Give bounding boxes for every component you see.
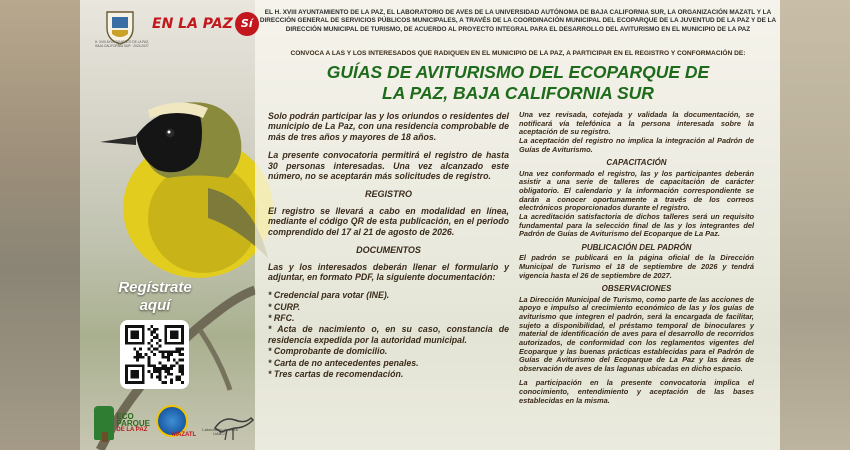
lab-logo-label: Laboratorio de Aves UABCS	[202, 427, 238, 437]
capacity-paragraph: La presente convocatoria permitirá el registro de hasta 30 personas interesadas. Una vez alcanzado este número, no se aceptarán más solicitudes de registro.	[268, 150, 509, 181]
right-column	[519, 111, 754, 405]
acceptance-paragraph: La aceptación del registro no implica la integración al Padrón de Guías de Aviturismo.	[519, 135, 754, 154]
capacitacion-paragraph-1: Una vez conformado el registro, las y los participantes deberán asistir a una serie de talleres de capacitación de carácter obligatorio. El calendario y la información correspondiente se darán a conocer oportunamente a través de los correos electrónicos proporcionados durante el registro.	[519, 168, 754, 213]
ecoparque-logo-line-3: DE LA PAZ	[116, 426, 148, 433]
documentos-paragraph: Las y los interesados deberán llenar el formulario y adjuntar, en formato PDF, la siguiente documentación:	[268, 261, 509, 282]
title-line-1: GUÍAS DE AVITURISMO DEL ECOPARQUE DE	[326, 62, 710, 82]
eligibility-paragraph: Solo podrán participar las y los oriundos o residentes del municipio de La Paz, con una residencia comprobable de más de tres años y mayores de 18 años.	[268, 111, 509, 142]
validation-paragraph: Una vez revisada, cotejada y validada la documentación, se notificará vía telefónica a la persona interesada sobre la aceptación de su registro.	[519, 110, 754, 137]
observaciones-heading: OBSERVACIONES	[601, 284, 672, 294]
left-edge-background	[0, 0, 80, 450]
list-item: * Tres cartas de recomendación.	[268, 368, 404, 379]
qr-code-graphic	[125, 325, 184, 384]
list-item: * Comprobante de domicilio.	[268, 346, 388, 357]
padron-paragraph: El padrón se publicará en la página oficial de la Dirección Municipal de Turismo el 18 de septiembre de 2026 y tendrá vigencia hasta el 26 de septiembre de 2027.	[519, 253, 754, 280]
mazatl-logo-label: MAZATL	[172, 432, 197, 438]
registro-heading: REGISTRO	[364, 189, 412, 200]
list-item: * Acta de nacimiento o, en su caso, constancia de residencia expedida por la autoridad municipal.	[268, 324, 509, 345]
brand-logo	[152, 12, 259, 36]
ecoparque-logo	[94, 404, 150, 442]
capacitacion-heading: CAPACITACIÓN	[606, 158, 667, 168]
closing-paragraph: La participación en la presente convocatoria implica el conocimiento, entendimiento y aceptación de las bases establecidas en la misma.	[519, 378, 754, 405]
register-line-1: Regístrate	[118, 279, 192, 296]
convocation-text: CONVOCA A LAS Y LOS INTERESADOS QUE RADIQUEN EN EL MUNICIPIO DE LA PAZ, A PARTICIPAR EN EL REGISTRO Y CONFORMACIÓN DE:	[290, 50, 746, 57]
register-callout	[95, 279, 215, 315]
left-column	[268, 111, 509, 380]
documentos-heading: DOCUMENTOS	[356, 244, 421, 255]
documents-list	[268, 290, 509, 379]
title-line-2: LA PAZ, BAJA CALIFORNIA SUR	[382, 82, 654, 103]
right-edge-background	[780, 0, 850, 450]
registro-paragraph: El registro se llevará a cabo en modalidad en línea, mediante el código QR de esta publicación, en el periodo comprendido del 17 al 21 de agosto de 2026.	[268, 205, 509, 237]
capacitacion-paragraph-2: La acreditación satisfactoria de dichos talleres será un requisito fundamental para la selección final de las y los integrantes del Padrón de Guías de Aviturismo del Ecoparque de La Paz.	[519, 211, 754, 239]
heron-logo-icon	[205, 408, 257, 442]
brand-logo-mark: Sí	[235, 12, 259, 36]
list-item: * Carta de no antecedentes penales.	[268, 357, 419, 368]
qr-code-icon[interactable]	[120, 320, 189, 389]
brand-logo-text: EN LA PAZ	[152, 16, 233, 32]
tree-icon	[94, 406, 114, 440]
ecoparque-logo-text	[116, 413, 150, 434]
list-item: * Credencial para votar (INE).	[268, 290, 390, 301]
list-item: * RFC.	[268, 313, 295, 324]
observaciones-paragraph: La Dirección Municipal de Turismo, como parte de las acciones de apoyo e impulso al crecimiento económico de las y los guías de aviturismo que integren el padrón, será la encargada de facilitar, sujeto a disponibilidad, el préstamo temporal de binoculares y material de identificación de aves para el desarrollo de recorridos autorizados, de conformidad con los reglamentos vigentes del Ecoparque y las buenas prácticas establecidas para el Padrón de Guías de Aviturismo del Ecoparque de La Paz y las áreas de observación de aves de las lagunas ubicadas en dicho espacio.	[519, 294, 754, 373]
bird-illustration	[88, 78, 273, 278]
ecoparque-logo-line-2: PARQUE	[116, 419, 150, 429]
page-title	[258, 62, 778, 103]
padron-heading: PUBLICACIÓN DEL PADRÓN	[581, 242, 692, 252]
register-line-2: aquí	[139, 297, 171, 314]
intro-text: EL H. XVIII AYUNTAMIENTO DE LA PAZ, EL LABORATORIO DE AVES DE LA UNIVERSIDAD AUTÓNOMA DE BAJA CALIFORNIA SUR, LA ORGANIZACIÓN MAZATL Y LA DIRECCIÓN GENERAL DE SERVICIOS PÚBLICOS MUNICIPALES, A TRAVÉS DE LA COORDINACIÓN MUNICIPAL DEL ECOPARQUE DE LA JUVENTUD DE LA PAZ Y DE LA DIRECCIÓN MUNICIPAL DE TURISMO, DE ACUERDO AL PROYECTO INTEGRAL PARA EL DESARROLLO DEL AVITURISMO EN EL MUNICIPIO DE LA PAZ	[259, 9, 777, 33]
ecoparque-logo-line-1: ECO	[116, 411, 134, 421]
list-item: * CURP.	[268, 301, 301, 312]
crest-caption: H. XVIII AYUNTAMIENTO DE LA PAZ, BAJA CALIFORNIA SUR · 2024-2027	[94, 40, 150, 49]
